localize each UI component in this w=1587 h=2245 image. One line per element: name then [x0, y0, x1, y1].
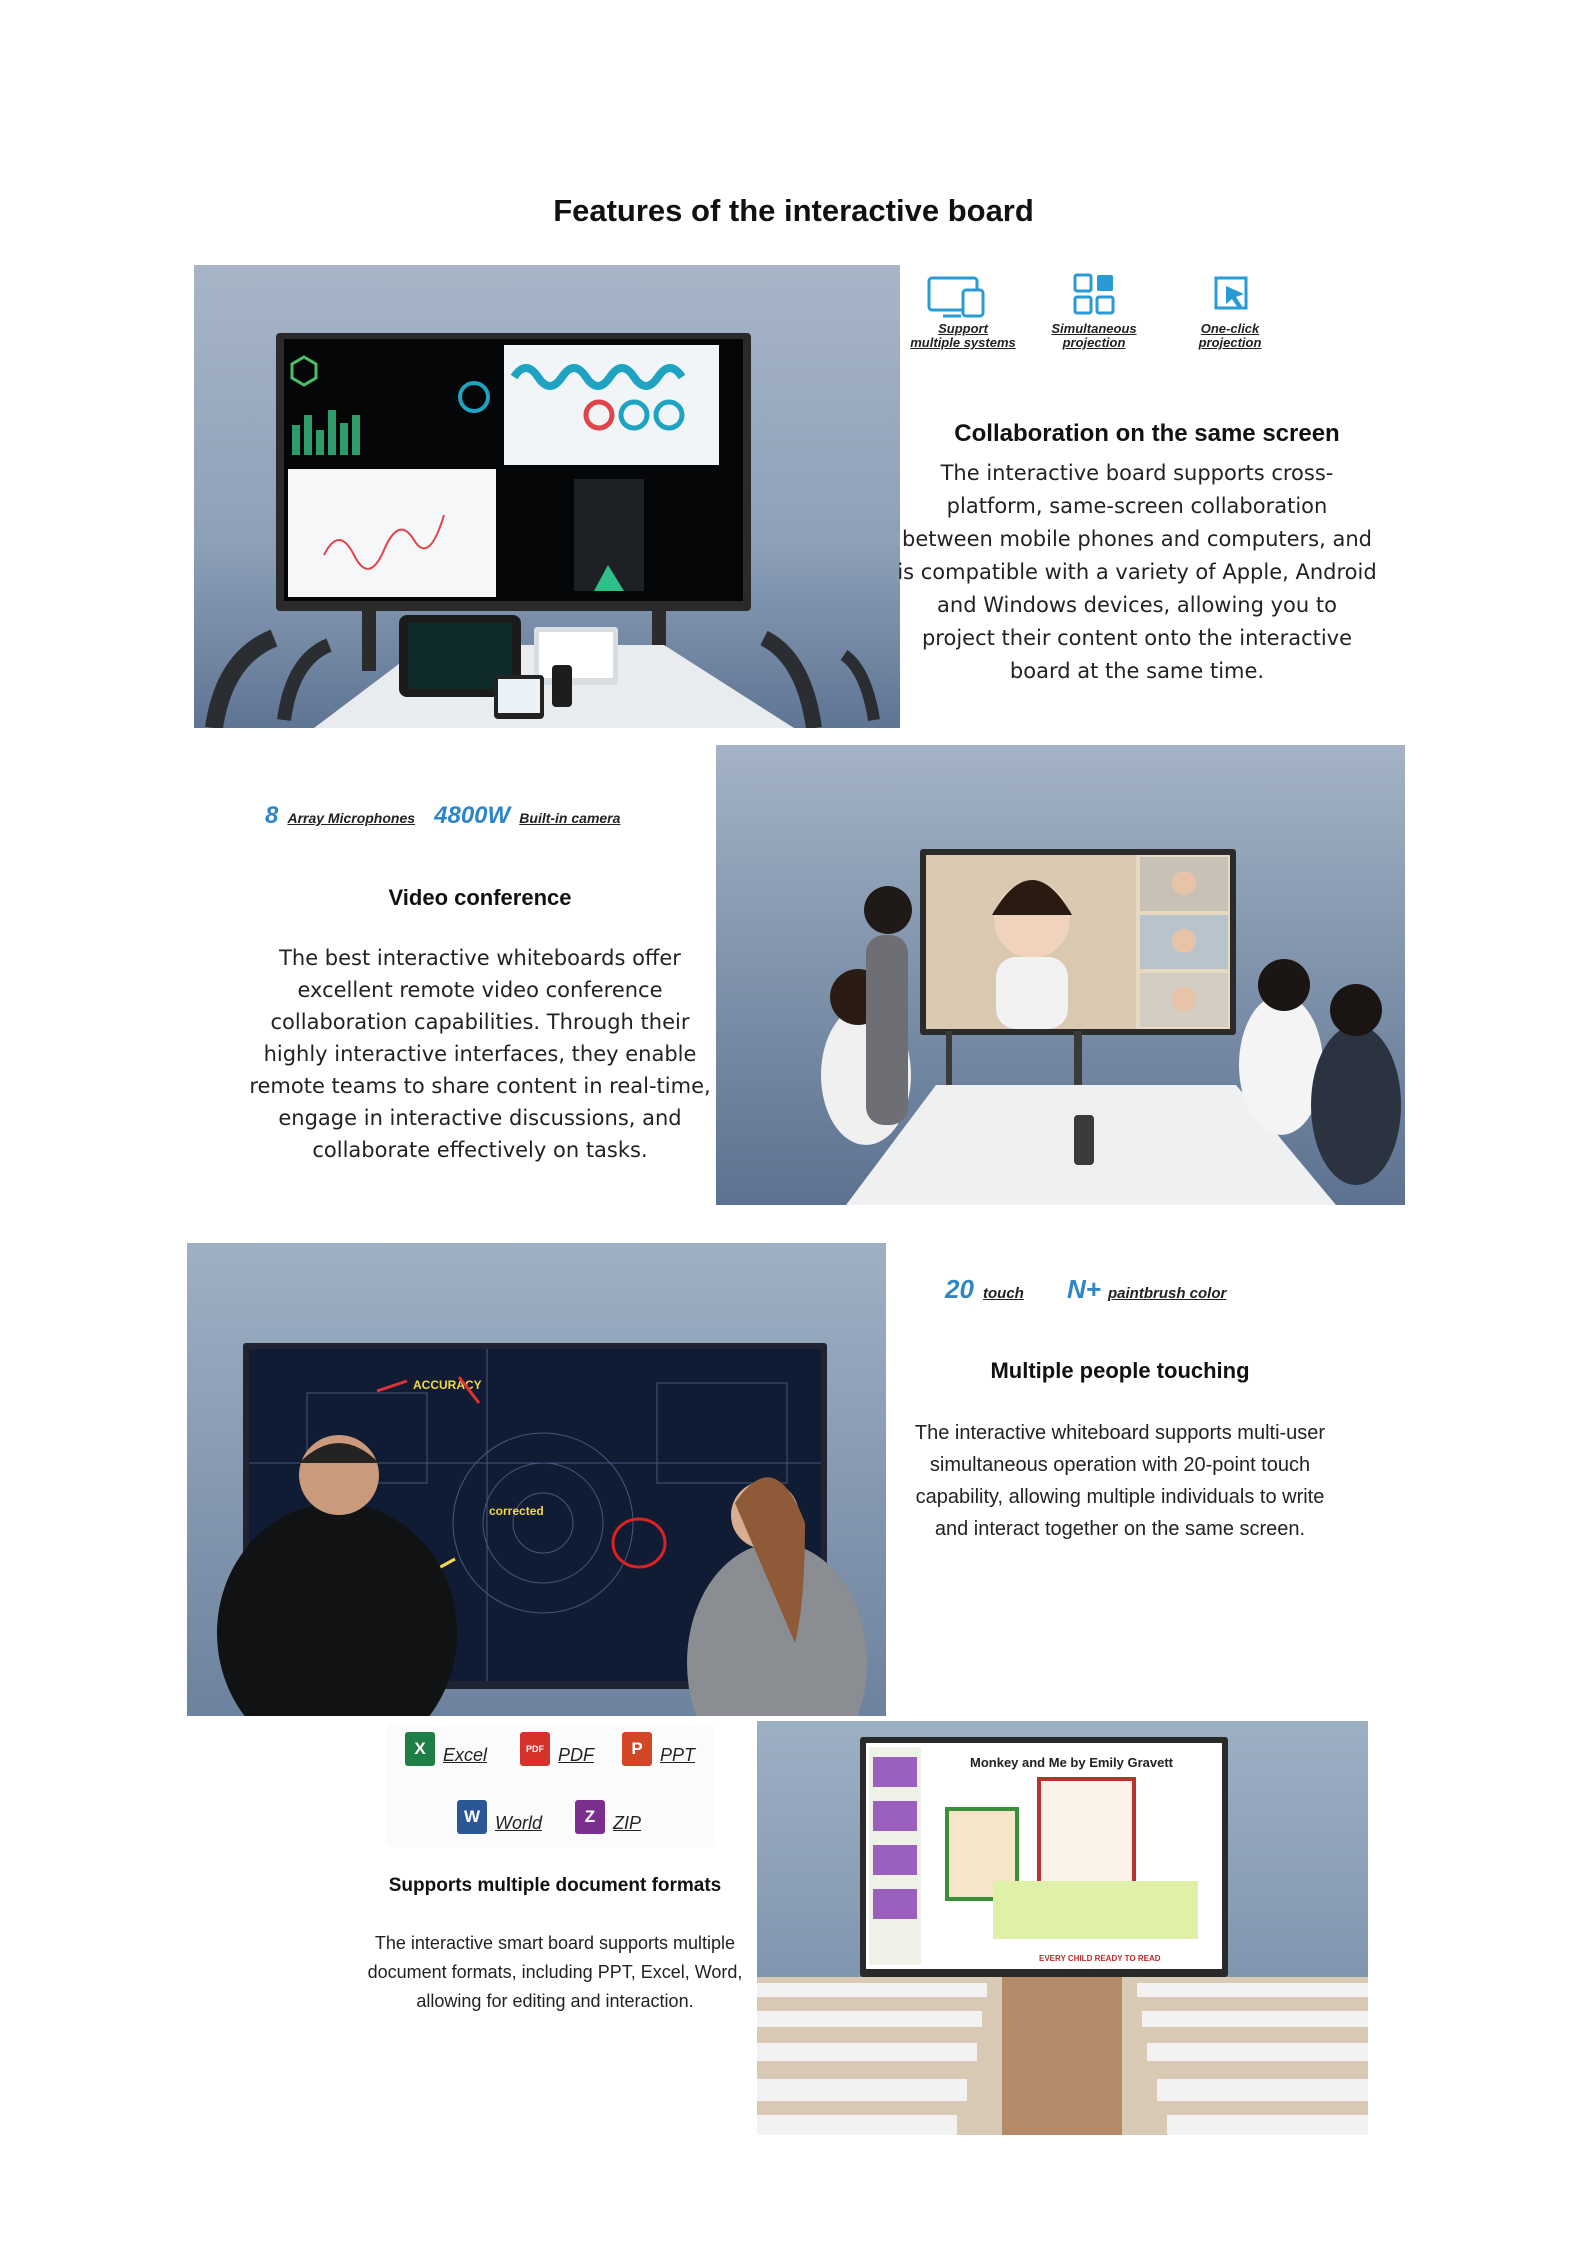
collaboration-line: platform, same-screen collaboration — [946, 494, 1328, 518]
pdf-label: PDF — [558, 1745, 594, 1765]
collaboration-photo — [194, 265, 900, 728]
multiple-systems-feature — [905, 272, 1021, 352]
simultaneous-label-1: Simultaneous — [1051, 321, 1137, 336]
paintbrush-label: paintbrush color — [1108, 1285, 1227, 1302]
camera-label: Built-in camera — [519, 810, 621, 826]
collaboration-line: between mobile phones and computers, and — [902, 527, 1372, 551]
multi-touch-body — [880, 1417, 1360, 1545]
devices-icon — [927, 272, 987, 320]
zip-format — [575, 1800, 641, 1834]
video-line: collaboration capabilities. Through their — [270, 1010, 690, 1034]
touch-label: touch — [983, 1285, 1024, 1302]
one-click-projection-feature — [1180, 272, 1280, 352]
video-line: highly interactive interfaces, they enable — [263, 1042, 697, 1066]
meeting-room-illustration — [194, 265, 900, 728]
microphone-count: 8 — [265, 802, 279, 829]
formats-line: The interactive smart board supports multiple — [374, 1933, 736, 1953]
pdf-icon: PDF — [520, 1732, 550, 1766]
formats-line: document formats, including PPT, Excel, Word, — [367, 1962, 743, 1982]
word-label: World — [495, 1813, 543, 1833]
collaboration-body — [892, 457, 1382, 688]
ppt-label: PPT — [660, 1745, 696, 1765]
ppt-icon: P — [622, 1732, 652, 1766]
cursor-click-icon — [1210, 272, 1254, 316]
collaboration-line: board at the same time. — [1009, 659, 1265, 683]
one-click-label-1: One-click — [1200, 321, 1260, 336]
video-conference-body — [240, 942, 720, 1166]
video-conference-heading: Video conference — [388, 885, 572, 910]
simultaneous-label-2: projection — [1062, 335, 1126, 350]
multi-touch-heading: Multiple people touching — [990, 1358, 1250, 1383]
video-line: collaborate effectively on tasks. — [312, 1138, 648, 1162]
collaboration-line: and Windows devices, allowing you to — [937, 593, 1337, 617]
word-format — [457, 1800, 542, 1834]
collaboration-line: is compatible with a variety of Apple, Android — [897, 560, 1377, 584]
excel-label: Excel — [443, 1745, 488, 1765]
paintbrush-count: N+ — [1066, 1274, 1101, 1304]
touch-line: simultaneous operation with 20-point touch — [929, 1454, 1311, 1476]
one-click-label-2: projection — [1198, 335, 1262, 350]
excel-icon: X — [405, 1732, 435, 1766]
simultaneous-projection-feature — [1040, 272, 1148, 352]
multi-touch-photo — [187, 1243, 886, 1716]
document-formats-panel — [385, 1724, 715, 1848]
collaboration-line: The interactive board supports cross- — [940, 461, 1334, 485]
touch-count: 20 — [945, 1274, 974, 1304]
camera-resolution: 4800W — [434, 802, 511, 829]
video-line: remote teams to share content in real-time, — [249, 1074, 711, 1098]
classroom-photo — [757, 1721, 1368, 2135]
corrected-annotation: corrected — [489, 1504, 544, 1518]
multiple-systems-label-2: multiple systems — [910, 335, 1016, 350]
page-title: Features of the interactive board — [553, 193, 1034, 228]
word-icon: W — [457, 1800, 487, 1834]
video-meeting-illustration — [716, 745, 1405, 1205]
document-formats-heading: Supports multiple document formats — [388, 1875, 722, 1896]
formats-line: allowing for editing and interaction. — [416, 1991, 694, 2011]
ppt-format — [622, 1732, 695, 1766]
video-conference-photo — [716, 745, 1405, 1205]
touch-line: and interact together on the same screen. — [934, 1518, 1306, 1540]
touch-line: capability, allowing multiple individuals to write — [915, 1486, 1325, 1508]
microphone-label: Array Microphones — [287, 810, 416, 826]
excel-format — [405, 1732, 487, 1766]
board-footer: EVERY CHILD READY TO READ — [1039, 1954, 1161, 1963]
video-feature-strip — [265, 802, 665, 838]
touch-line: The interactive whiteboard supports multi-user — [914, 1422, 1326, 1444]
video-line: The best interactive whiteboards offer — [279, 946, 681, 970]
zip-icon: Z — [575, 1800, 605, 1834]
book-title: Monkey and Me by Emily Gravett — [970, 1755, 1174, 1770]
grid-icon — [1072, 272, 1116, 316]
video-line: engage in interactive discussions, and — [278, 1106, 682, 1130]
document-formats-body — [330, 1929, 780, 2016]
collaboration-line: project their content onto the interactive — [921, 626, 1353, 650]
touch-feature-strip — [945, 1274, 1325, 1310]
zip-label: ZIP — [613, 1813, 642, 1833]
accuracy-annotation: ACCURACY — [413, 1378, 482, 1392]
video-line: excellent remote video conference — [297, 978, 663, 1002]
collaboration-heading: Collaboration on the same screen — [954, 420, 1340, 447]
classroom-board-illustration — [757, 1721, 1368, 2135]
multiple-systems-label-1: Support — [938, 321, 988, 336]
pdf-format — [520, 1732, 594, 1766]
blueprint-board-illustration — [187, 1243, 886, 1716]
